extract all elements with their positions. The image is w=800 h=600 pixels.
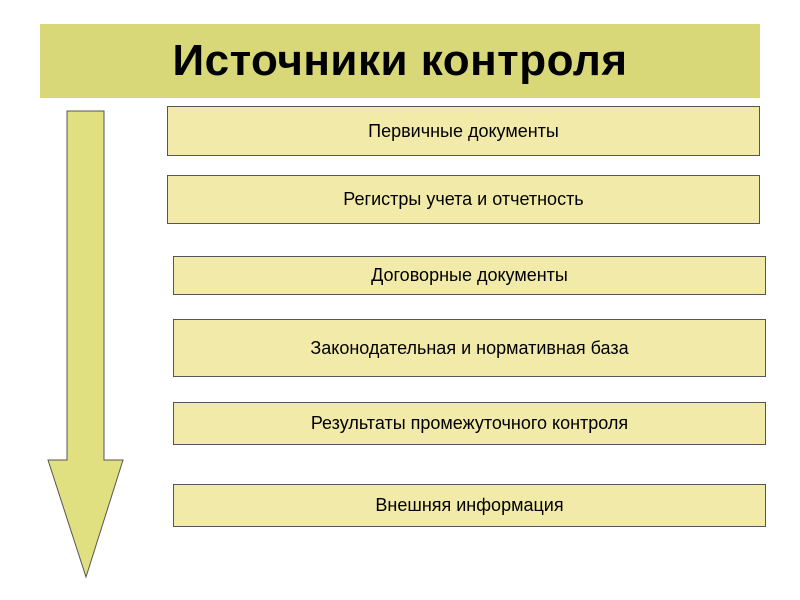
source-label: Договорные документы [371,265,568,285]
source-box-external-info [173,484,766,527]
source-label: Первичные документы [368,120,559,141]
down-arrow-icon [46,110,126,580]
source-box-contract-documents [173,256,766,295]
slide-title: Источники контроля [172,36,628,85]
title-band [40,24,760,98]
down-arrow-shape [48,111,123,577]
source-box-intermediate-results [173,402,766,445]
source-label: Результаты промежуточного контроля [310,413,629,433]
source-box-primary-documents [167,106,760,156]
source-box-accounting-registers [167,175,760,224]
source-label: Законодательная и нормативная база [310,337,629,358]
source-label: Внешняя информация [375,495,564,515]
source-label: Регистры учета и отчетность [343,189,584,209]
source-box-legislative-base [173,319,766,377]
